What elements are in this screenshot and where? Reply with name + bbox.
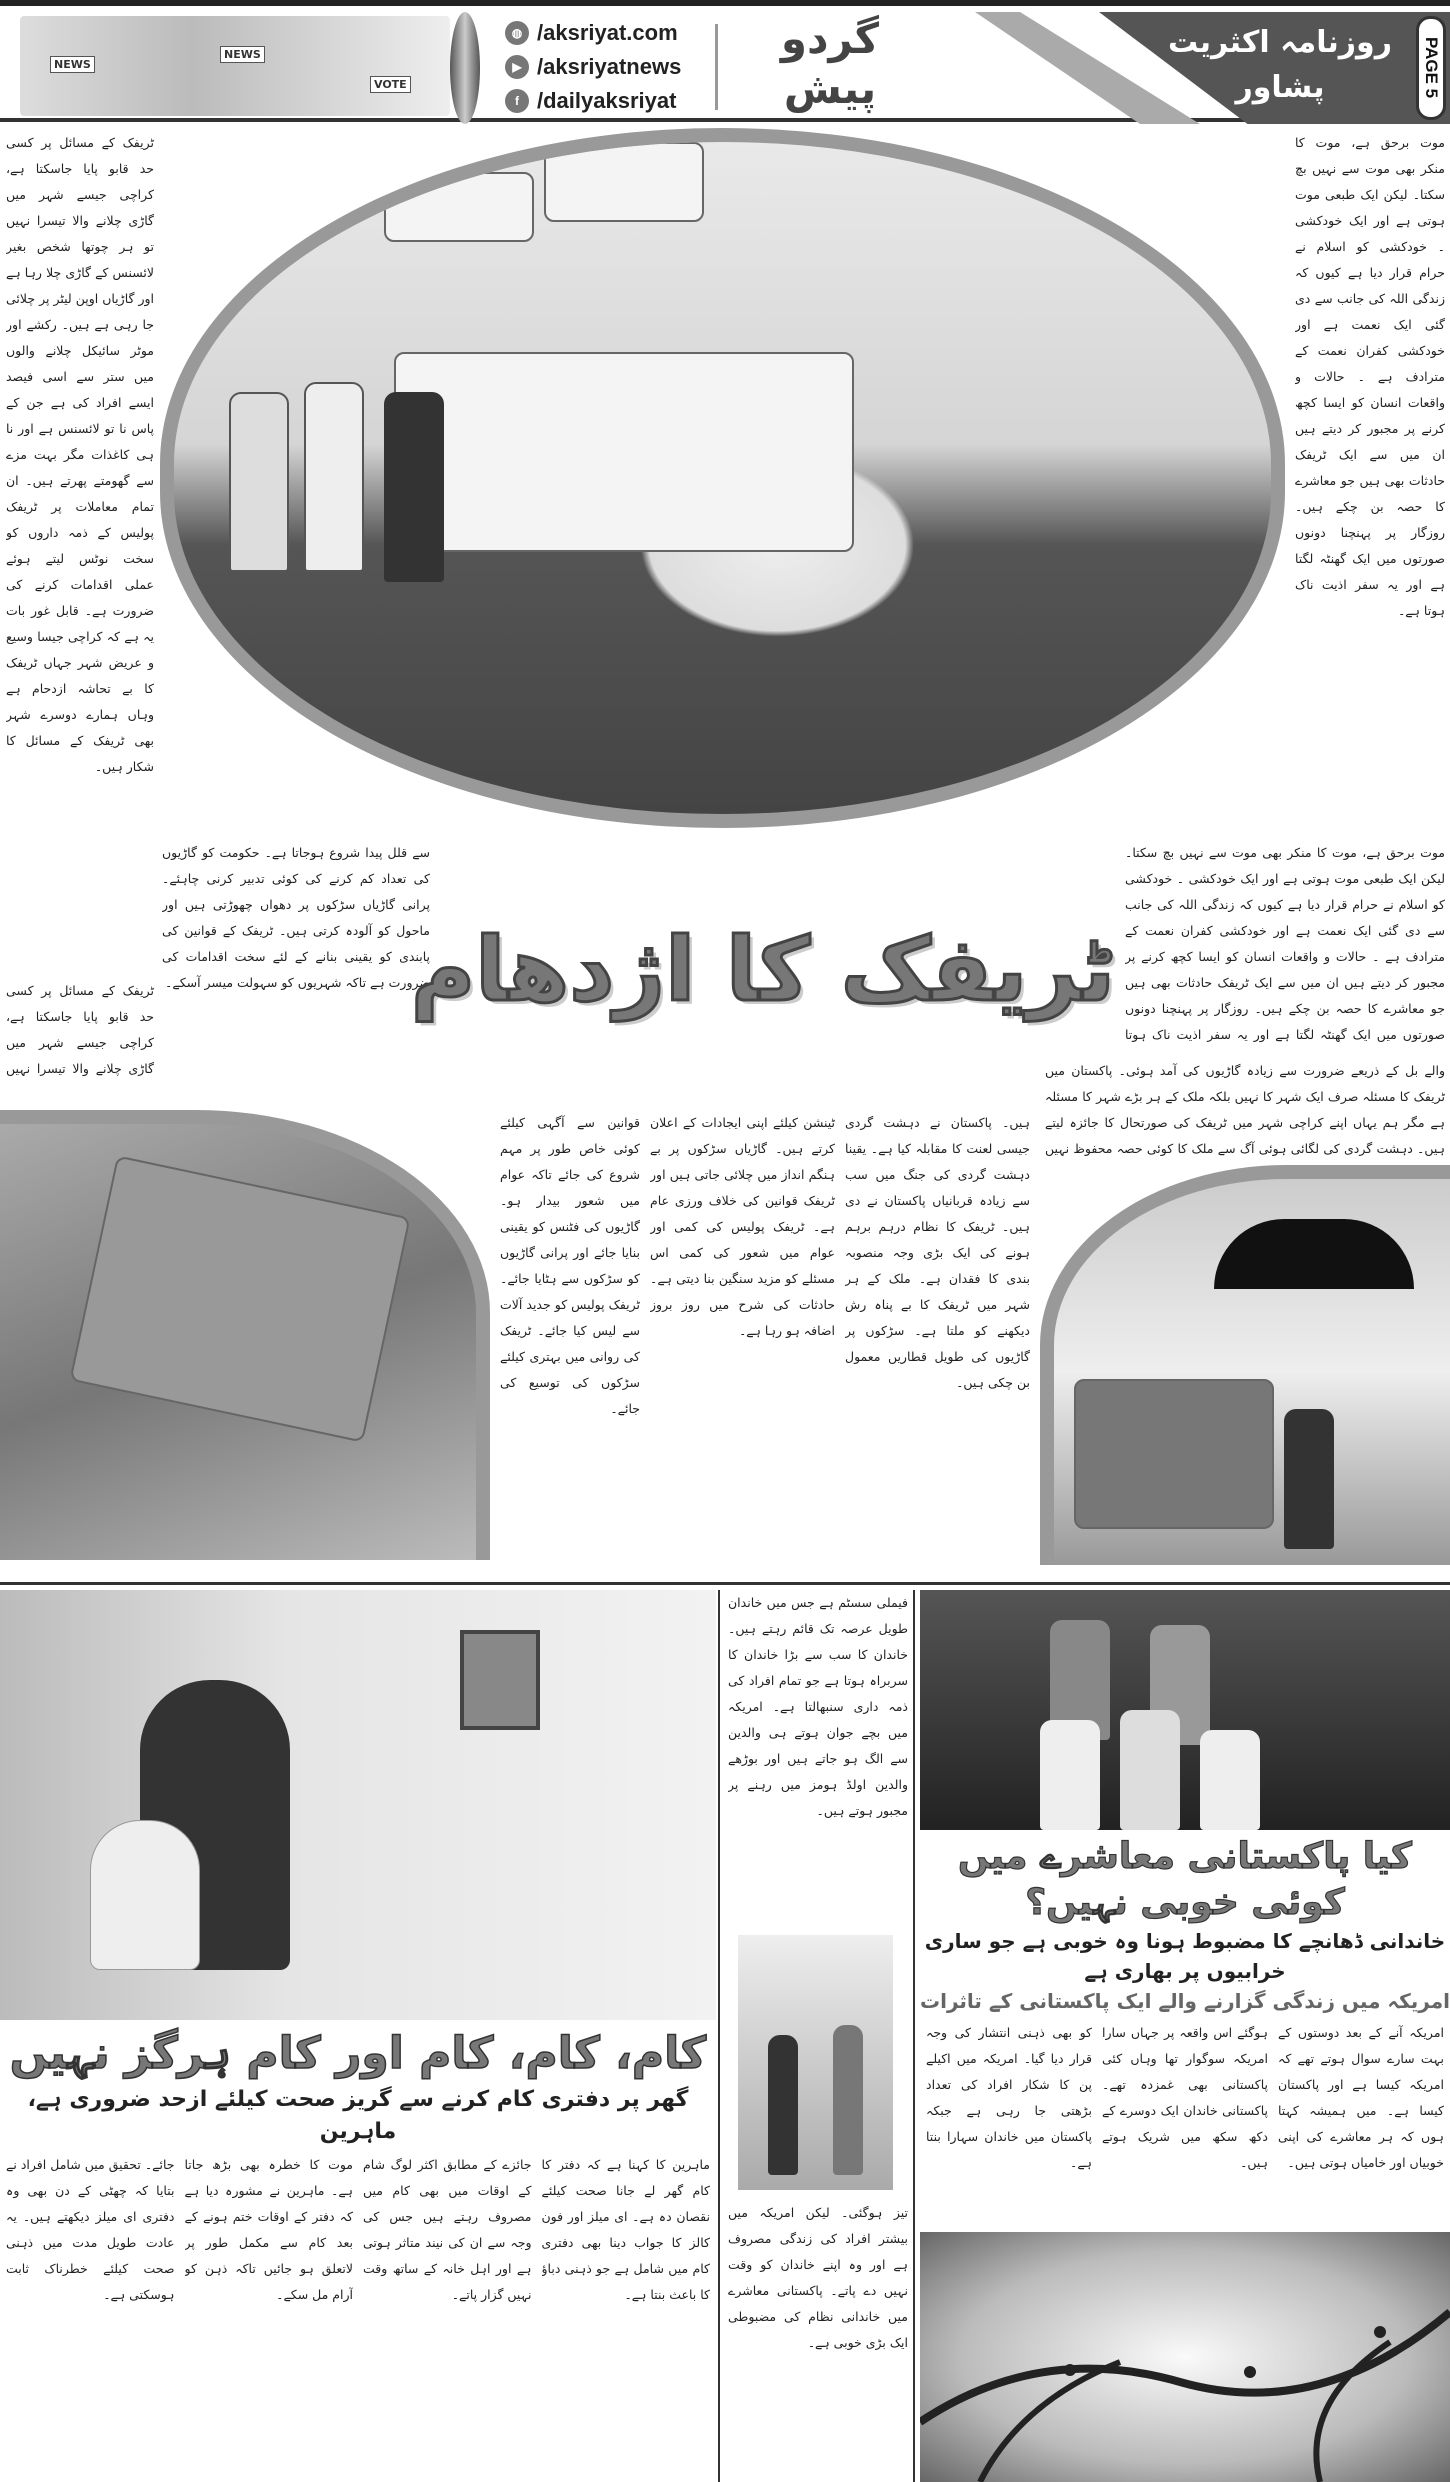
society-columns — [920, 2016, 1450, 2232]
traffic-accident-photo — [160, 128, 1285, 828]
family-column-top: فیملی سسٹم ہے جس میں خاندان طویل عرصہ تک قائم رہتے ہیں۔ خاندان کا سب سے بڑا خاندان کا سربراہ ہوتا ہے جو تمام افراد کی ذمہ داری سنبھالتا ہے۔ امریکہ میں بچے جوان ہوتے ہی والدین سے الگ ہو جاتے ہیں اور بوڑھے والدین اولڈ ہومز میں رہنے پر مجبور ہوتے ہیں۔ — [728, 1595, 908, 1818]
column-rule — [913, 1590, 915, 2482]
traffic-column-right: موت برحق ہے، موت کا منکر بھی موت سے نہیں بچ سکتا۔ لیکن ایک طبعی موت ہوتی ہے اور ایک خودکشی ۔ خودکشی کو اسلام نے حرام قرار دیا ہے کیوں کہ زندگی اللہ کی جانب سے دی گئی ایک نعمت ہے اور خودکشی کفران نعمت کے مترادف ہے ۔ حالات و واقعات انسان کو ایسا کچھ کرنے پر مجبور کر دیتے ہیں ان میں سے ایک ٹریفک حادثات بھی ہیں جو معاشرے کا حصہ بن چکے ہیں۔ روزگار پر پہنچنا دونوں صورتوں میں ایک گھنٹہ لگتا ہے اور یہ سفر اذیت ناک ہوتا ہے۔ — [1295, 135, 1445, 618]
traffic-column-lower-2: ٹینشن کیلئے اپنی ایجادات کے اعلان کرتے ہیں۔ گاڑیاں سڑکوں پر بے ہنگم انداز میں چلائی جاتی ہیں اور ٹریفک قوانین کی خلاف ورزی عام ہے۔ ٹریفک پولیس کی کمی اور عوام میں شعور کی کمی اس مسئلے کو مزید سنگین بنا دیتی ہے۔ حادثات کی شرح میں روز بروز اضافہ ہو رہا ہے۔ — [650, 1115, 835, 1338]
page-number-badge: PAGE 5 — [1416, 16, 1446, 120]
website-link: /aksriyat.com — [537, 20, 678, 45]
crashed-van — [394, 352, 854, 552]
news-sign-label: NEWS — [220, 46, 265, 63]
traffic-column-left: ٹریفک کے مسائل پر کسی حد قابو پایا جاسکتا ہے، کراچی جیسے شہر میں گاڑی چلانے والا تیسرا نہیں تو ہر چوتھا شخص بغیر لائسنس کے گاڑی چلا رہا ہے اور گاڑیاں اوپن لیٹر پر چلائی جا رہی ہے ہیں۔ رکشے اور موٹر سائیکل چلانے والوں میں ستر سے اسی فیصد ایسے افراد کی ہے جن کے پاس نا تو لائسنس ہے اور نا ہی کاغذات مگر بہت مزے سے گھومتے پھرتے ہیں۔ ان تمام معاملات پر ٹریفک پولیس کے ذمہ داروں کو سخت نوٹس لیتے ہوئے عملی اقدامات کرنے کی ضرورت ہے۔ قابل غور بات یہ ہے کہ کراچی جیسا وسیع و عریض شہر جہاں ٹریفک کا بے تحاشہ ازدحام ہے وہاں ہمارے دوسرے شہر بھی ٹریفک کے مسائل کا شکار ہیں۔ — [6, 135, 154, 774]
youtube-link: /aksriyatnews — [537, 54, 682, 79]
news-paper-label: NEWS — [50, 56, 95, 73]
social-youtube[interactable] — [505, 52, 705, 82]
newspaper-header — [0, 0, 1450, 122]
work-article — [0, 1590, 716, 2482]
rescue-worker — [384, 392, 444, 582]
truck — [69, 1155, 410, 1442]
social-website[interactable] — [505, 18, 705, 48]
birds-on-branches-illustration — [920, 2232, 1450, 2482]
family-column-bottom: تیز ہوگئی۔ لیکن امریکہ میں بیشتر افراد کی زندگی مصروف ہے اور وہ اپنے خاندان کو وقت نہیں دے پاتے۔ پاکستانی معاشرے میں خاندانی نظام کی مضبوطی ایک بڑی خوبی ہے۔ — [728, 2205, 908, 2350]
society-headline: کیا پاکستانی معاشرے میں کوئی خوبی نہیں؟ — [958, 1836, 1412, 1923]
masthead-logo: روزنامہ اکثریت پشاور — [1168, 25, 1392, 105]
mother — [833, 2025, 863, 2175]
wrecked-car — [1074, 1379, 1274, 1529]
overturned-truck-photo — [0, 1110, 490, 1560]
work-headline: کام، کام، کام اور کام ہرگز نہیں — [9, 2028, 707, 2079]
traffic-column-right-lower: موت برحق ہے، موت کا منکر بھی موت سے نہیں بچ سکتا۔ لیکن ایک طبعی موت ہوتی ہے اور ایک خودکشی ۔ خودکشی کو اسلام نے حرام قرار دیا ہے کیوں کہ زندگی اللہ کی جانب سے دی گئی ایک نعمت ہے اور خودکشی کفران نعمت کے مترادف ہے ۔ حالات و واقعات انسان کو ایسا کچھ کرنے پر مجبور کر دیتے ہیں ان میں سے ایک ٹریفک حادثات بھی ہیں جو معاشرے کا حصہ بن چکے ہیں۔ روزگار پر پہنچنا دونوں صورتوں میں ایک گھنٹہ لگتا ہے اور یہ سفر اذیت ناک ہوتا — [1125, 845, 1445, 1042]
work-column-3: موت کا خطرہ بھی بڑھ جاتا ہے۔ ماہرین نے مشورہ دیا ہے کہ دفتر کے اوقات ختم ہونے کے بعد کام سے مکمل طور پر لاتعلق ہو جائیں تاکہ ذہن کو آرام مل سکے۔ — [184, 2157, 353, 2302]
divider — [715, 24, 718, 110]
family-member — [1040, 1720, 1100, 1830]
family-portrait-photo — [920, 1590, 1450, 1830]
notice-board — [460, 1630, 540, 1730]
section-title-line1: گردو — [780, 14, 880, 63]
section-title-line2: پیش — [783, 64, 877, 113]
social-facebook[interactable] — [505, 86, 705, 116]
rescue-worker — [304, 382, 364, 572]
globe-icon: ◍ — [505, 21, 529, 45]
society-column-1: امریکہ آنے کے بعد دوستوں کے بہت سارے سوال ہوتے تھے کہ امریکہ کیسا ہے اور پاکستان کیسا ہے۔ میں ہمیشہ کہتا ہوں کہ ہر معاشرے کی اپنی خوبیاں اور خامیاں ہوتی ہیں۔ — [1278, 2025, 1444, 2170]
traffic-column-mid2: سے قلل پیدا شروع ہوجاتا ہے۔ حکومت کو گاڑیوں کی تعداد کم کرنے کی کوئی تدبیر کرنی چاہئے۔ پرانی گاڑیاں سڑکوں پر دھواں چھوڑتی ہیں اور ماحول کو آلودہ کرتی ہیں۔ ٹریفک کے قوانین کی پابندی کو یقینی بنانے کے لئے سخت اقدامات کی ضرورت ہے تاکہ شہریوں کو سہولت میسر آسکے۔ — [162, 845, 430, 990]
work-subheadline: گھر پر دفتری کام کرنے سے گریز صحت کیلئے ازحد ضروری ہے، ماہرین — [27, 2087, 689, 2144]
header-swoosh — [450, 12, 480, 124]
car-on-carrier — [544, 142, 704, 222]
umbrella-icon — [1214, 1219, 1414, 1289]
traffic-headline: ٹریفک کا اژدھام — [410, 918, 1115, 1021]
traffic-column-lower-3: ہیں۔ پاکستان نے دہشت گردی جیسی لعنت کا مقابلہ کیا ہے۔ یقینا دہشت گردی کی جنگ میں سب سے زیادہ قربانیاں پاکستان نے دی ہیں۔ ٹریفک کا نظام درہم برہم ہونے کی ایک بڑی وجہ منصوبہ بندی کا فقدان ہے۔ ملک کے ہر شہر میں ٹریفک کا بے پناہ رش دیکھنے کو ملتا ہے۔ سڑکوں پر گاڑیوں کی طویل قطاریں معمول بن چکی ہیں۔ — [845, 1115, 1030, 1390]
tree-branches-icon — [920, 2232, 1450, 2482]
man-with-umbrella-car-photo — [1040, 1165, 1450, 1565]
traffic-column-lower-1: قوانین سے آگہی کیلئے کوئی خاص طور پر مہم شروع کی جائے تاکہ عوام میں شعور بیدار ہو۔ گاڑیوں کی فٹنس کو یقینی بنایا جائے اور پرانی گاڑیوں کو سڑکوں سے ہٹایا جائے۔ ٹریفک پولیس کو جدید آلات سے لیس کیا جائے۔ ٹریفک کی روانی میں بہتری کیلئے سڑکوں کی توسیع کی جائے۔ — [500, 1115, 640, 1416]
column-rule — [718, 1590, 720, 2482]
work-column-1: ماہرین کا کہنا ہے کہ دفتر کا کام گھر لے جانا صحت کیلئے نقصان دہ ہے۔ ای میلز اور فون کالز کا جواب دینا بھی دفتری کام میں شامل ہے جو ذہنی دباؤ کا باعث بنتا ہے۔ — [541, 2157, 710, 2302]
family-member — [1120, 1710, 1180, 1830]
work-columns — [0, 2148, 716, 2482]
baby — [90, 1820, 200, 1970]
section-title — [760, 14, 900, 120]
society-subheadline: خاندانی ڈھانچے کا مضبوط ہونا وہ خوبی ہے جو ساری خرابیوں پر بھاری ہے — [924, 1929, 1446, 1983]
section-divider — [0, 1582, 1450, 1585]
work-column-4: جائے۔ تحقیق میں شامل افراد نے بتایا کہ چھٹی کے دن بھی وہ دفتری ای میلز دیکھتے ہیں۔ یہ عادت طویل مدت میں ذہنی صحت کیلئے خطرناک ثابت ہوسکتی ہے۔ — [6, 2157, 175, 2302]
mother-working-photo — [0, 1590, 716, 2020]
youtube-icon: ▶ — [505, 55, 529, 79]
society-tagline: امریکہ میں زندگی گزارنے والے ایک پاکستانی کے تاثرات — [920, 1989, 1450, 2013]
sitting-man — [1284, 1409, 1334, 1549]
header-illustration — [20, 16, 450, 116]
traffic-column-under-photo-left: ٹریفک کے مسائل پر کسی حد قابو پایا جاسکتا ہے، کراچی جیسے شہر میں گاڑی چلانے والا تیسرا نہیں — [6, 983, 154, 1076]
facebook-icon: f — [505, 89, 529, 113]
family-member — [1200, 1730, 1260, 1830]
facebook-link: /dailyaksriyat — [537, 88, 677, 113]
father — [768, 2035, 798, 2175]
family-walking-photo — [738, 1935, 893, 2190]
traffic-column-lower-4: والے بل کے ذریعے ضرورت سے زیادہ گاڑیوں کی آمد ہوئی۔ پاکستان میں ٹریفک کا مسئلہ صرف ایک شہر کا نہیں بلکہ ملک کے ہر بڑے شہر کا مسئلہ ہے مگر ہم یہاں اپنے کراچی شہر میں ٹریفک کی صورتحال کا جائزہ لیتے ہیں۔ دہشت گردی کی لگائی ہوئی آگ سے ملک کا کوئی حصہ محفوظ نہیں — [1045, 1063, 1445, 1156]
rescue-worker — [229, 392, 289, 572]
society-column-2: ہوگئے اس واقعہ پر جہاں سارا امریکہ سوگوار تھا وہاں کئی پاکستانی بھی غمزدہ تھے۔ پاکستانی خاندان ایک دوسرے کے دکھ سکھ میں شریک ہوتے ہیں۔ — [1102, 2025, 1268, 2170]
work-column-2: جائزے کے مطابق اکثر لوگ شام کے اوقات میں بھی کام میں مصروف رہتے ہیں جس کی وجہ سے ان کی نیند متاثر ہوتی ہے اور اہل خانہ کے ساتھ وقت نہیں گزار پاتے۔ — [363, 2157, 532, 2302]
society-column-3: کو بھی ذہنی انتشار کی وجہ قرار دیا گیا۔ امریکہ میں اکیلے پن کا شکار افراد کی تعداد بڑھتی جا رہی ہے جبکہ پاکستان میں خاندان سہارا بنتا ہے۔ — [926, 2025, 1092, 2170]
car-on-carrier — [384, 172, 534, 242]
vote-label: VOTE — [370, 76, 411, 93]
society-article — [920, 1590, 1450, 2482]
